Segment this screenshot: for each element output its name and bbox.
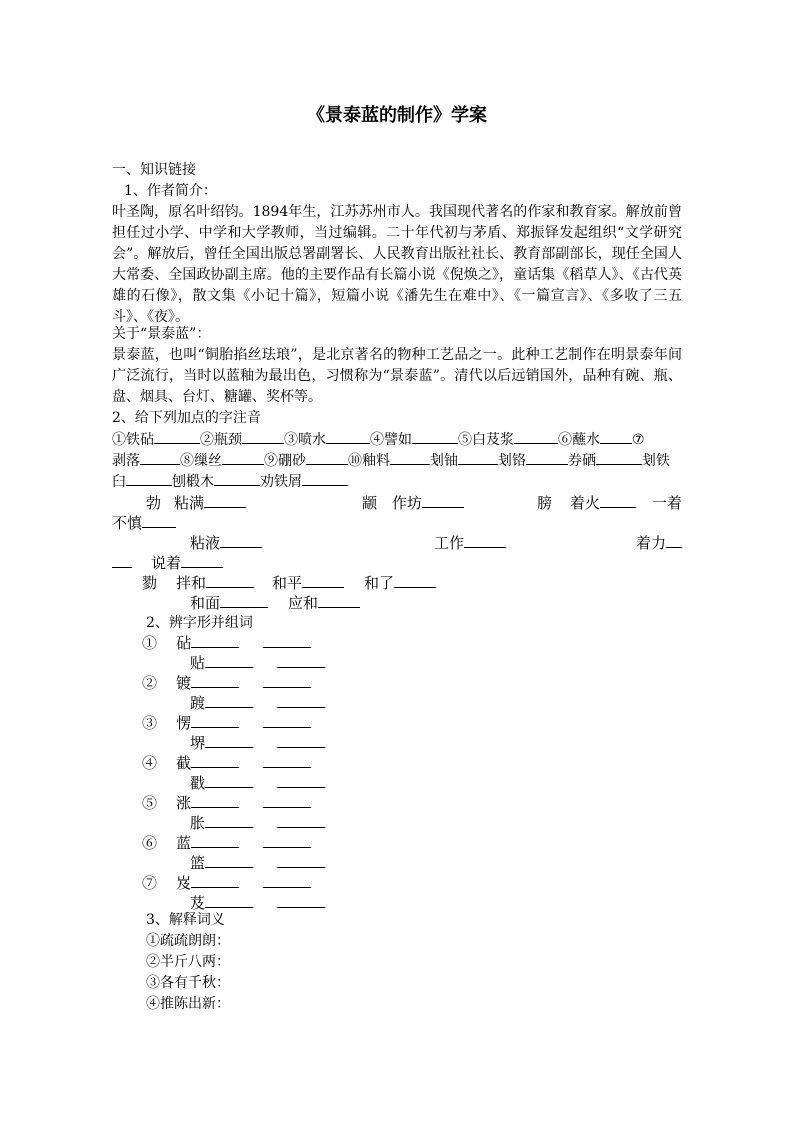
pair-number: ③ [142,714,158,732]
poly-char: 勃 [146,494,162,512]
pinyin-word: ⑦ [632,432,645,448]
answer-blank[interactable] [326,429,370,444]
answer-blank[interactable] [263,753,311,768]
pinyin-word: ⑤白芨浆 [458,432,514,448]
pinyin-word: 劝铁屑 [260,474,302,490]
answer-blank[interactable] [220,593,268,608]
poly-char: 颛 [362,494,378,512]
definition-item: ②半斤八两： [146,954,230,970]
poly-item: 拌和 [176,573,254,593]
pair-char: 戳 [190,774,206,792]
definition-item: ①疏疏朗朗： [146,933,230,949]
answer-blank[interactable] [390,450,430,465]
about-paragraph: 景泰蓝，也叫“铜胎掐丝珐琅”，是北京著名的物种工艺品之一。此种工艺制作在明景泰年间广泛流行，当时以蓝釉为最出色，习惯称为“景泰蓝”。清代以后远销国外，品种有碗、瓶、盘、烟具、台灯、糖罐、奖杯等。 [112,347,682,405]
char-pair-row-b [190,653,325,673]
answer-blank[interactable] [263,713,311,728]
pair-number: ⑤ [142,794,158,812]
answer-blank[interactable] [222,450,264,465]
pinyin-word: 剥落 [112,453,140,469]
pinyin-row-3 [112,471,348,492]
pinyin-word: 刨椴木 [172,474,214,490]
pinyin-word: ⑩釉料 [348,453,390,469]
char-pair-row-a [142,713,311,733]
answer-blank[interactable] [140,450,180,465]
answer-blank[interactable] [220,533,262,548]
answer-blank[interactable] [205,813,253,828]
answer-blank[interactable] [191,833,239,848]
definition-item: ④推陈出新： [146,996,230,1012]
answer-blank[interactable] [263,833,311,848]
pinyin-word: 刬铁 [642,453,670,469]
pair-char: 踱 [190,694,206,712]
answer-blank[interactable] [277,733,325,748]
char-pair-row-a [142,833,311,853]
answer-blank[interactable] [205,693,253,708]
answer-blank[interactable] [263,673,311,688]
pair-char: 芨 [190,894,206,912]
poly-item: 和面 [190,593,268,613]
pair-char: 砧 [176,634,192,652]
poly-item: 应和 [288,593,360,613]
poly-item: 作坊 [392,493,464,513]
char-pairs-heading: 2、辨字形并组词 [146,615,253,631]
answer-blank[interactable] [306,450,348,465]
char-pair-row-b [190,733,325,753]
answer-blank[interactable] [666,533,682,548]
pair-char: 贴 [190,654,206,672]
answer-blank[interactable] [191,633,239,648]
char-pair-row-a [142,873,311,893]
poly-item: 着火 [570,493,636,513]
answer-blank[interactable] [277,893,325,908]
char-pair-row-b [190,693,325,713]
answer-blank[interactable] [263,633,311,648]
pinyin-word: ⑥蘸水 [558,432,600,448]
pinyin-word: ⑧缫丝 [180,453,222,469]
answer-blank[interactable] [154,429,200,444]
pinyin-word: ①铁砧 [112,432,154,448]
answer-blank[interactable] [600,429,632,444]
answer-blank[interactable] [412,429,458,444]
answer-blank[interactable] [142,513,176,528]
section-heading-knowledge: 一、知识链接 [112,162,196,178]
answer-blank[interactable] [126,471,172,486]
pinyin-word: ②瓶颈 [200,432,242,448]
pair-char: 蓝 [176,834,192,852]
poly-item-wrap-a: 一着 [652,494,683,512]
char-pair-row-b [190,853,325,873]
answer-blank[interactable] [205,773,253,788]
answer-blank[interactable] [205,653,253,668]
pair-char: 镀 [176,674,192,692]
author-heading: 1、作者简介： [124,183,217,199]
char-pair-row-a [142,633,311,653]
pair-char: 岌 [176,874,192,892]
poly-item: 着力 [636,533,682,553]
pinyin-word: ⑨硼砂 [264,453,306,469]
pinyin-word: 臼 [112,474,126,490]
char-pair-row-b [190,773,325,793]
answer-blank[interactable] [302,573,344,588]
answer-blank[interactable] [318,593,360,608]
page-title: 《景泰蓝的制作》学案 [307,105,487,126]
answer-blank[interactable] [206,573,254,588]
answer-blank[interactable] [205,853,253,868]
pair-number: ④ [142,754,158,772]
answer-blank[interactable] [277,853,325,868]
pinyin-word: ③喷水 [284,432,326,448]
poly-item: 和平 [272,573,344,593]
pair-char: 堺 [190,734,206,752]
answer-blank[interactable] [214,471,260,486]
poly-item: 工作 [434,533,506,553]
pinyin-row-2 [112,450,670,471]
definitions-heading: 3、解释词义 [146,912,225,928]
char-pair-row-b [190,813,325,833]
answer-blank[interactable] [205,893,253,908]
answer-blank[interactable] [263,873,311,888]
poly-item: 说着 [112,553,223,573]
answer-blank[interactable] [526,450,568,465]
answer-blank[interactable] [242,429,284,444]
answer-blank[interactable] [596,450,642,465]
pinyin-word: 刬铬 [498,453,526,469]
poly-char: 膀 [537,494,553,512]
answer-blank[interactable] [112,553,132,568]
pinyin-word: ④譬如 [370,432,412,448]
pair-number: ⑦ [142,874,158,892]
poly-item-wrap-b: 不慎 [112,513,176,533]
answer-blank[interactable] [277,813,325,828]
answer-blank[interactable] [458,450,498,465]
answer-blank[interactable] [600,493,636,508]
answer-blank[interactable] [191,753,239,768]
answer-blank[interactable] [204,493,246,508]
author-paragraph: 叶圣陶，原名叶绍钧。1894年生，江苏苏州市人。我国现代著名的作家和教育家。解放前曾担任过小学、中学和大学教师，当过编辑。二十年代初与茅盾、郑振铎发起组织“文学研究会”。解放后，曾任全国出版总署副署长、人民教育出版社社长、教育部副部长，现任全国人大常委、全国政协副主席。他的主要作品有长篇小说《倪焕之》，童话集《稻草人》、《古代英雄的石像》，散文集《小记十篇》，短篇小说《潘先生在难中》、《一篇宣言》、《多收了三五斗》、《夜》。 [112,204,682,325]
poly-item: 粘液 [190,533,262,553]
pair-char: 篮 [190,854,206,872]
answer-blank[interactable] [394,573,436,588]
pair-char: 愣 [176,714,192,732]
char-pair-row-a [142,793,311,813]
answer-blank[interactable] [514,429,558,444]
answer-blank[interactable] [464,533,506,548]
answer-blank[interactable] [422,493,464,508]
answer-blank[interactable] [302,471,348,486]
pair-char: 涨 [176,794,192,812]
pinyin-word: 刬铀 [430,453,458,469]
answer-blank[interactable] [263,793,311,808]
answer-blank[interactable] [191,873,239,888]
poly-item: 粘满 [174,493,246,513]
pair-char: 截 [176,754,192,772]
pair-char: 胀 [190,814,206,832]
pair-number: ⑥ [142,834,158,852]
char-pair-row-a [142,673,311,693]
pair-number: ② [142,674,158,692]
pinyin-word: 券硒 [568,453,596,469]
pair-number: ① [142,634,158,652]
answer-blank[interactable] [205,733,253,748]
poly-char: 勠 [142,574,158,592]
poly-item: 和了 [364,573,436,593]
answer-blank[interactable] [277,693,325,708]
pinyin-row-1 [112,429,645,450]
answer-blank[interactable] [191,673,239,688]
answer-blank[interactable] [191,713,239,728]
about-heading: 关于“景泰蓝”： [112,326,211,342]
pinyin-heading: 2、给下列加点的字注音 [112,410,261,426]
answer-blank[interactable] [181,553,223,568]
answer-blank[interactable] [277,773,325,788]
answer-blank[interactable] [191,793,239,808]
char-pair-row-a [142,753,311,773]
definition-item: ③各有千秋： [146,975,230,991]
answer-blank[interactable] [277,653,325,668]
